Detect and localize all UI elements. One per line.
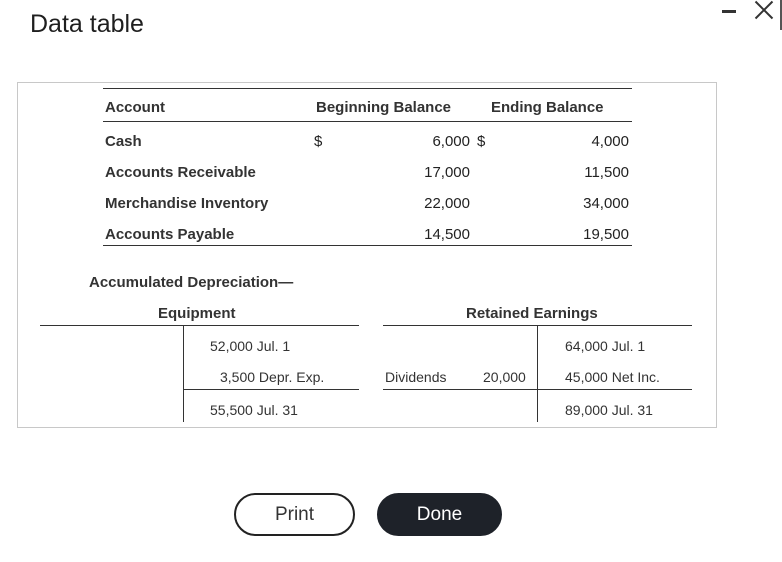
header-bottom-rule [103, 121, 632, 122]
row-account: Merchandise Inventory [105, 195, 269, 212]
accum-depr-balance: 55,500 Jul. 31 [210, 402, 298, 418]
row-beginning: 17,000 [424, 164, 470, 181]
retained-earnings-divider [537, 325, 538, 422]
accum-depr-top-rule [40, 325, 359, 326]
row-account: Accounts Payable [105, 226, 235, 243]
accum-depr-title-line1: Accumulated Depreciation— [89, 274, 294, 291]
row-account: Cash [105, 133, 142, 150]
retained-earnings-credit-2: 45,000 Net Inc. [565, 369, 660, 385]
header-beginning-balance: Beginning Balance [316, 99, 452, 116]
row-beginning: 6,000 [432, 133, 470, 150]
print-button[interactable]: Print [234, 493, 355, 536]
row-begin-currency: $ [314, 133, 323, 150]
accum-depr-title-line2: Equipment [158, 305, 236, 322]
retained-earnings-sum-rule [383, 389, 692, 390]
row-ending: 34,000 [583, 195, 629, 212]
retained-earnings-credit-1: 64,000 Jul. 1 [565, 338, 646, 354]
dialog-title: Data table [30, 10, 144, 38]
retained-earnings-title: Retained Earnings [466, 305, 598, 322]
table-top-rule [103, 88, 632, 89]
table-bottom-rule [103, 245, 632, 246]
retained-earnings-debit-value: 20,000 [483, 369, 526, 385]
retained-earnings-balance: 89,000 Jul. 31 [565, 402, 653, 418]
header-account: Account [105, 99, 165, 116]
row-beginning: 22,000 [424, 195, 470, 212]
row-ending: 11,500 [584, 164, 629, 181]
window-controls [722, 0, 774, 20]
accum-depr-credit-2: 3,500 Depr. Exp. [220, 369, 325, 385]
accum-depr-sum-rule [183, 389, 359, 390]
header-ending-balance: Ending Balance [491, 99, 604, 116]
minimize-icon[interactable] [722, 10, 736, 13]
row-ending: 19,500 [583, 226, 629, 243]
accum-depr-divider [183, 325, 184, 422]
accum-depr-credit-1: 52,000 Jul. 1 [210, 338, 291, 354]
close-icon[interactable] [754, 0, 774, 20]
retained-earnings-debit-label: Dividends [385, 369, 447, 385]
row-beginning: 14,500 [424, 226, 470, 243]
row-account: Accounts Receivable [105, 164, 256, 181]
row-ending: 4,000 [591, 133, 629, 150]
row-end-currency: $ [477, 133, 486, 150]
done-button[interactable]: Done [377, 493, 502, 536]
